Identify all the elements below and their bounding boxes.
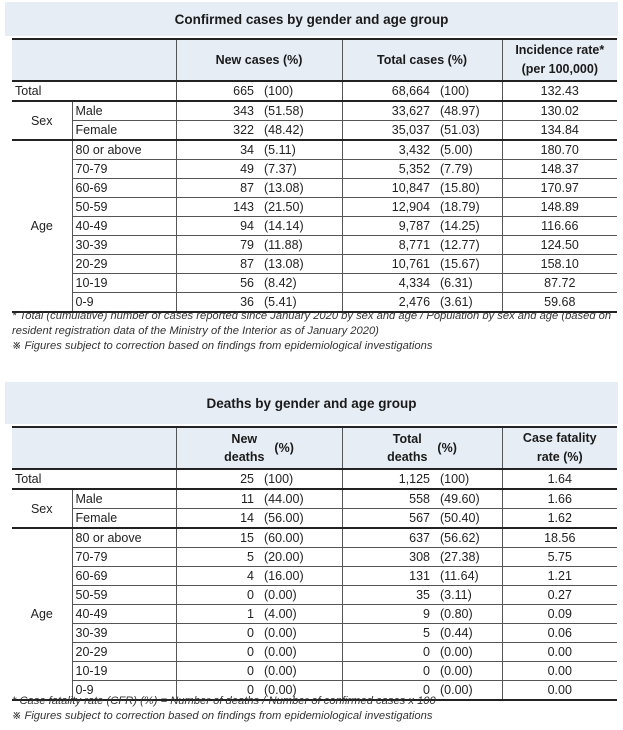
table-row: 40-49 94 (14.14) 9,787 (14.25) 116.66 — [12, 217, 617, 236]
deaths-header-row — [12, 427, 617, 469]
table-row: Female 322 (48.42) 35,037 (51.03) 134.84 — [12, 121, 617, 141]
cases-header-row — [12, 39, 617, 81]
table-row: 50-59 143 (21.50) 12,904 (18.79) 148.89 — [12, 198, 617, 217]
table-row: 50-59 0 (0.00) 35 (3.11) 0.27 — [12, 586, 617, 605]
deaths-total-row: Total 25 (100) 1,125 (100) 1.64 — [12, 469, 617, 489]
table-row: 70-79 49 (7.37) 5,352 (7.79) 148.37 — [12, 160, 617, 179]
age-group-label: Age — [12, 140, 72, 312]
cases-header-rate: Incidence rate* (per 100,000) — [502, 39, 617, 81]
table-row: 10-19 56 (8.42) 4,334 (6.31) 87.72 — [12, 274, 617, 293]
cases-total-row: Total 665 (100) 68,664 (100) 132.43 — [12, 81, 617, 101]
cases-header-blank — [12, 39, 176, 81]
deaths-header-rate: Case fatality rate (%) — [502, 427, 617, 469]
deaths-header-blank — [12, 427, 176, 469]
deaths-footnote: * Case fatality rate (CFR) (%) = Number of deaths / Number of confirmed cases x 100 ※ Figures subject to correction based on findings from epidemiological investigations — [12, 695, 436, 722]
cases-footnote: * Total (cumulative) number of cases reported since January 2020 by sex and age / Population by sex and age (based on resident registration data of the Ministry of the Interior as of January 2020) ※ Figures subject to correction based on findings from epidemiological investigations — [12, 310, 612, 352]
deaths-title: Deaths by gender and age group — [206, 395, 417, 411]
cases-header-new: New cases (%) — [176, 39, 342, 81]
deaths-header-total: Total deaths (%) — [342, 427, 502, 469]
cases-title: Confirmed cases by gender and age group — [174, 11, 449, 27]
table-row: 20-29 87 (13.08) 10,761 (15.67) 158.10 — [12, 255, 617, 274]
table-row: Sex Male 11 (44.00) 558 (49.60) 1.66 — [12, 489, 617, 509]
sex-group-label: Sex — [12, 489, 72, 528]
table-row: Age 80 or above 34 (5.11) 3,432 (5.00) 180.70 — [12, 140, 617, 160]
table-row: Age 80 or above 15 (60.00) 637 (56.62) 18.56 — [12, 528, 617, 548]
table-row: 40-49 1 (4.00) 9 (0.80) 0.09 — [12, 605, 617, 624]
deaths-table — [12, 426, 617, 701]
table-row: Female 14 (56.00) 567 (50.40) 1.62 — [12, 509, 617, 529]
table-row: 0-9 0 (0.00) 0 (0.00) 0.00 — [12, 681, 617, 701]
sex-group-label: Sex — [12, 101, 72, 140]
table-row: 60-69 4 (16.00) 131 (11.64) 1.21 — [12, 567, 617, 586]
cases-table — [12, 38, 617, 313]
table-row: 0-9 36 (5.41) 2,476 (3.61) 59.68 — [12, 293, 617, 313]
age-group-label: Age — [12, 528, 72, 700]
deaths-title-banner — [5, 382, 618, 424]
table-row: 60-69 87 (13.08) 10,847 (15.80) 170.97 — [12, 179, 617, 198]
table-row: Sex Male 343 (51.58) 33,627 (48.97) 130.02 — [12, 101, 617, 121]
table-row: 20-29 0 (0.00) 0 (0.00) 0.00 — [12, 643, 617, 662]
cases-title-banner — [5, 2, 618, 36]
table-row: 70-79 5 (20.00) 308 (27.38) 5.75 — [12, 548, 617, 567]
table-row: 30-39 0 (0.00) 5 (0.44) 0.06 — [12, 624, 617, 643]
table-row: 30-39 79 (11.88) 8,771 (12.77) 124.50 — [12, 236, 617, 255]
table-row: 10-19 0 (0.00) 0 (0.00) 0.00 — [12, 662, 617, 681]
cases-header-total: Total cases (%) — [342, 39, 502, 81]
deaths-header-new: New deaths (%) — [176, 427, 342, 469]
